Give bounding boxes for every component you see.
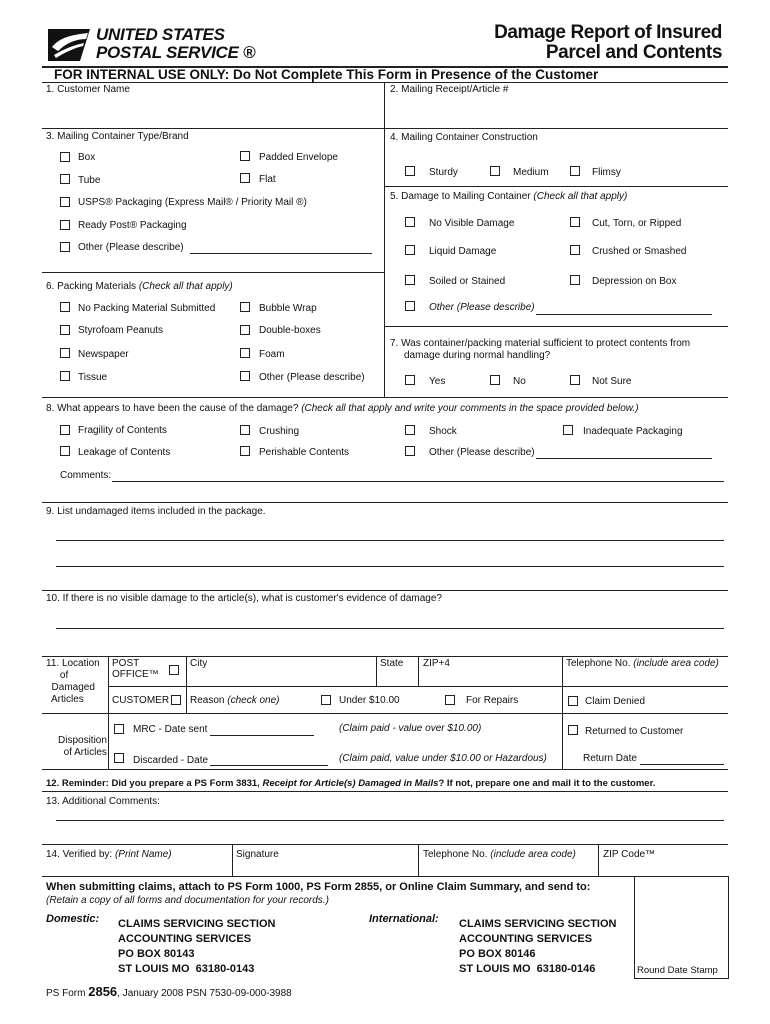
cut-torn-checkbox[interactable] — [570, 217, 580, 227]
option-label: Leakage of Contents — [78, 447, 171, 458]
crushing-checkbox[interactable] — [240, 425, 250, 435]
inadequate-packaging-checkbox[interactable] — [563, 425, 573, 435]
bubble-wrap-checkbox[interactable] — [240, 302, 250, 312]
option-label: Other (Please describe) — [78, 242, 184, 253]
row-rule — [42, 272, 384, 273]
domestic-address: CLAIMS SERVICING SECTION ACCOUNTING SERVICES PO BOX 80143 ST LOUIS MO 63180-0143 — [118, 918, 276, 975]
for-repairs-label: For Repairs — [466, 695, 519, 706]
option-label: Depression on Box — [592, 276, 677, 287]
location-label: 11. Location of Damaged Articles — [46, 658, 100, 705]
post-office-label: POST OFFICE™ — [112, 658, 159, 680]
box-checkbox[interactable] — [60, 152, 70, 162]
option-label: Medium — [513, 167, 549, 178]
form-prefix: PS Form — [46, 988, 86, 999]
undamaged-items-line[interactable] — [56, 540, 724, 541]
claim-denied-checkbox[interactable] — [568, 696, 578, 706]
retain-note: (Retain a copy of all forms and documentation for your records.) — [46, 895, 329, 906]
section6-note: (Check all that apply) — [138, 281, 233, 292]
form-id — [46, 984, 292, 999]
section6-title: 6. Packing Materials — [46, 281, 137, 292]
under-10-checkbox[interactable] — [321, 695, 331, 705]
stamp-box-left — [634, 876, 635, 979]
reason-note: (check one) — [227, 695, 280, 706]
liquid-damage-checkbox[interactable] — [405, 245, 415, 255]
discarded-date-line[interactable] — [210, 765, 328, 766]
option-label: Soiled or Stained — [429, 276, 506, 287]
page-title-line1: Damage Report of Insured — [494, 22, 722, 43]
page-title-line2: Parcel and Contents — [545, 42, 722, 63]
option-label: Crushing — [259, 426, 300, 437]
return-date-label: Return Date — [583, 753, 637, 764]
section5-title: 5. Damage to Mailing Container — [390, 191, 531, 202]
international-address: CLAIMS SERVICING SECTION ACCOUNTING SERVICES PO BOX 80146 ST LOUIS MO 63180-0146 — [459, 918, 617, 975]
comments-label: Comments: — [60, 470, 112, 481]
telephone-title: Telephone No. — [566, 658, 631, 669]
reminder-part-c: ? If not, prepare one and mail it to the customer. — [438, 778, 656, 789]
yes-checkbox[interactable] — [405, 375, 415, 385]
option-label: Styrofoam Peanuts — [78, 325, 164, 336]
discarded-checkbox[interactable] — [114, 753, 124, 763]
domestic-label: Domestic: — [46, 913, 100, 925]
section5-note: (Check all that apply) — [533, 191, 628, 202]
tissue-checkbox[interactable] — [60, 371, 70, 381]
grid-divider — [418, 656, 419, 686]
option-label: Tube — [78, 175, 101, 186]
reminder-part-b: Receipt for Article(s) Damaged in Mails — [262, 778, 439, 789]
round-date-stamp-label: Round Date Stamp — [637, 965, 718, 976]
option-label: Inadequate Packaging — [583, 426, 683, 437]
reason-label — [190, 695, 280, 706]
option-label: Other (Please describe) — [259, 372, 365, 383]
option-label: Yes — [429, 376, 446, 387]
signature-label: Signature — [236, 849, 279, 860]
verifier-telephone-label — [423, 849, 576, 860]
telephone-label — [566, 658, 719, 669]
row-rule — [42, 590, 728, 591]
option-label: Perishable Contents — [259, 447, 350, 458]
option-label: Bubble Wrap — [259, 303, 317, 314]
depression-checkbox[interactable] — [570, 275, 580, 285]
row-rule — [384, 186, 728, 187]
perishable-checkbox[interactable] — [240, 446, 250, 456]
flimsy-checkbox[interactable] — [570, 166, 580, 176]
option-label: Double-boxes — [259, 325, 321, 336]
medium-checkbox[interactable] — [490, 166, 500, 176]
reason-title: Reason — [190, 695, 225, 706]
row-rule — [42, 502, 728, 503]
stamp-box-bottom — [634, 978, 728, 979]
section10-label: 10. If there is no visible damage to the article(s), what is customer's evidence of damage? — [46, 593, 442, 604]
row-rule — [108, 686, 728, 687]
leakage-checkbox[interactable] — [60, 446, 70, 456]
option-label: Sturdy — [429, 167, 458, 178]
option-label: USPS® Packaging (Express Mail® / Priority Mail ®) — [78, 197, 307, 208]
grid-divider — [186, 656, 187, 713]
option-label: Crushed or Smashed — [592, 246, 687, 257]
no-visible-damage-checkbox[interactable] — [405, 217, 415, 227]
discarded-label: Discarded - Date — [133, 755, 209, 766]
telephone-note: (include area code) — [633, 658, 719, 669]
row-rule — [384, 326, 728, 327]
shock-checkbox[interactable] — [405, 425, 415, 435]
section8-note: (Check all that apply and write your comments in the space provided below.) — [301, 403, 639, 414]
eagle-logo-icon — [46, 27, 92, 63]
city-label: City — [190, 658, 208, 669]
additional-comments-label: 13. Additional Comments: — [46, 796, 160, 807]
row-rule — [42, 844, 728, 845]
row-rule — [42, 876, 728, 877]
no-checkbox[interactable] — [490, 375, 500, 385]
padded-envelope-checkbox[interactable] — [240, 151, 250, 161]
form-suffix: , January 2008 PSN 7530-09-000-3988 — [117, 988, 292, 999]
mrc-label: MRC - Date sent — [133, 724, 208, 735]
option-label: Box — [78, 152, 96, 163]
tube-checkbox[interactable] — [60, 174, 70, 184]
row-rule — [42, 656, 728, 657]
no-packing-checkbox[interactable] — [60, 302, 70, 312]
option-label: Shock — [429, 426, 457, 437]
other-cause-checkbox[interactable] — [405, 446, 415, 456]
grid-divider — [232, 844, 233, 876]
row-rule — [42, 791, 728, 792]
evidence-line[interactable] — [56, 628, 724, 629]
option-label: Ready Post® Packaging — [78, 220, 187, 231]
option-label: Newspaper — [78, 349, 129, 360]
option-label: Other (Please describe) — [429, 447, 535, 458]
grid-divider — [598, 844, 599, 876]
option-label: Padded Envelope — [259, 152, 338, 163]
center-divider — [384, 272, 385, 397]
stamp-box-right — [728, 876, 729, 979]
international-label: International: — [369, 913, 439, 925]
under-10-label: Under $10.00 — [339, 695, 400, 706]
option-label: Other (Please describe) — [429, 302, 535, 313]
other-damage-checkbox[interactable] — [405, 301, 415, 311]
sturdy-checkbox[interactable] — [405, 166, 415, 176]
undamaged-items-line[interactable] — [56, 566, 724, 567]
comments-line[interactable] — [112, 481, 724, 482]
zip-label: ZIP+4 — [423, 658, 450, 669]
option-label: Foam — [259, 349, 285, 360]
option-label: Not Sure — [592, 376, 632, 387]
section8-title: 8. What appears to have been the cause of the damage? — [46, 403, 299, 414]
reminder-text — [46, 778, 655, 789]
center-divider — [384, 82, 385, 272]
agency-name-line2: POSTAL SERVICE ® — [96, 43, 256, 62]
option-label: Liquid Damage — [429, 246, 497, 257]
foam-checkbox[interactable] — [240, 348, 250, 358]
option-label: Flimsy — [592, 167, 621, 178]
returned-checkbox[interactable] — [568, 725, 578, 735]
verifier-telephone-title: Telephone No. — [423, 849, 488, 860]
fragility-checkbox[interactable] — [60, 425, 70, 435]
row-rule — [42, 769, 728, 770]
claim-denied-label: Claim Denied — [585, 696, 646, 707]
verifier-telephone-note: (include area code) — [490, 849, 576, 860]
section4-label: 4. Mailing Container Construction — [390, 132, 538, 143]
section3-label: 3. Mailing Container Type/Brand — [46, 131, 189, 142]
other-damage-line[interactable] — [536, 314, 712, 315]
mrc-date-line[interactable] — [210, 735, 314, 736]
soiled-checkbox[interactable] — [405, 275, 415, 285]
submit-line: When submitting claims, attach to PS Form 1000, PS Form 2855, or Online Claim Summary, and send to: — [46, 881, 591, 893]
section5-label — [390, 191, 627, 202]
option-label: No Visible Damage — [429, 218, 515, 229]
not-sure-checkbox[interactable] — [570, 375, 580, 385]
newspaper-checkbox[interactable] — [60, 348, 70, 358]
option-label: Flat — [259, 174, 276, 185]
row-rule — [42, 128, 728, 129]
mrc-checkbox[interactable] — [114, 724, 124, 734]
section7-label-line1: 7. Was container/packing material sufficient to protect contents from — [390, 338, 691, 349]
additional-comments-line[interactable] — [56, 820, 724, 821]
reminder-part-a: 12. Reminder: Did you prepare a PS Form 3831, — [46, 778, 260, 789]
other-container-line[interactable] — [190, 253, 372, 254]
return-date-line[interactable] — [640, 764, 724, 765]
double-boxes-checkbox[interactable] — [240, 325, 250, 335]
option-label: No Packing Material Submitted — [78, 303, 216, 314]
option-label: Tissue — [78, 372, 108, 383]
mailing-receipt-label: 2. Mailing Receipt/Article # — [390, 84, 509, 95]
verified-by-label — [46, 849, 172, 860]
other-packing-checkbox[interactable] — [240, 371, 250, 381]
grid-divider — [418, 844, 419, 876]
verified-title: 14. Verified by: — [46, 849, 113, 860]
row-rule — [42, 397, 728, 398]
returned-label: Returned to Customer — [585, 726, 684, 737]
post-office-checkbox[interactable] — [169, 665, 179, 675]
verifier-zip-label: ZIP Code™ — [603, 849, 656, 860]
usps-packaging-checkbox[interactable] — [60, 197, 70, 207]
row-rule — [42, 713, 728, 714]
crushed-checkbox[interactable] — [570, 245, 580, 255]
customer-label: CUSTOMER — [112, 695, 170, 706]
option-label: Fragility of Contents — [78, 425, 167, 436]
ready-post-checkbox[interactable] — [60, 220, 70, 230]
section7-label-line2: damage during normal handling? — [404, 350, 551, 361]
for-repairs-checkbox[interactable] — [445, 695, 455, 705]
section9-label: 9. List undamaged items included in the package. — [46, 506, 266, 517]
option-label: No — [513, 376, 526, 387]
internal-use-banner: FOR INTERNAL USE ONLY: Do Not Complete This Form in Presence of the Customer — [54, 67, 599, 82]
section6-label — [46, 281, 233, 292]
verified-note: (Print Name) — [114, 849, 172, 860]
option-label: Cut, Torn, or Ripped — [592, 218, 682, 229]
claim-paid-under-label: (Claim paid, value under $10.00 or Hazardous) — [339, 753, 547, 764]
other-container-checkbox[interactable] — [60, 242, 70, 252]
customer-checkbox[interactable] — [171, 695, 181, 705]
agency-name-line1: UNITED STATES — [96, 25, 225, 44]
section8-label — [46, 403, 639, 414]
state-label: State — [380, 658, 404, 669]
banner-rule — [42, 82, 728, 83]
customer-name-label: 1. Customer Name — [46, 84, 130, 95]
flat-checkbox[interactable] — [240, 173, 250, 183]
styrofoam-checkbox[interactable] — [60, 325, 70, 335]
disposition-label: Disposition of Articles — [58, 735, 107, 758]
claim-paid-over-label: (Claim paid - value over $10.00) — [339, 723, 482, 734]
other-cause-line[interactable] — [536, 458, 712, 459]
grid-divider — [376, 656, 377, 686]
form-number: 2856 — [88, 984, 118, 999]
